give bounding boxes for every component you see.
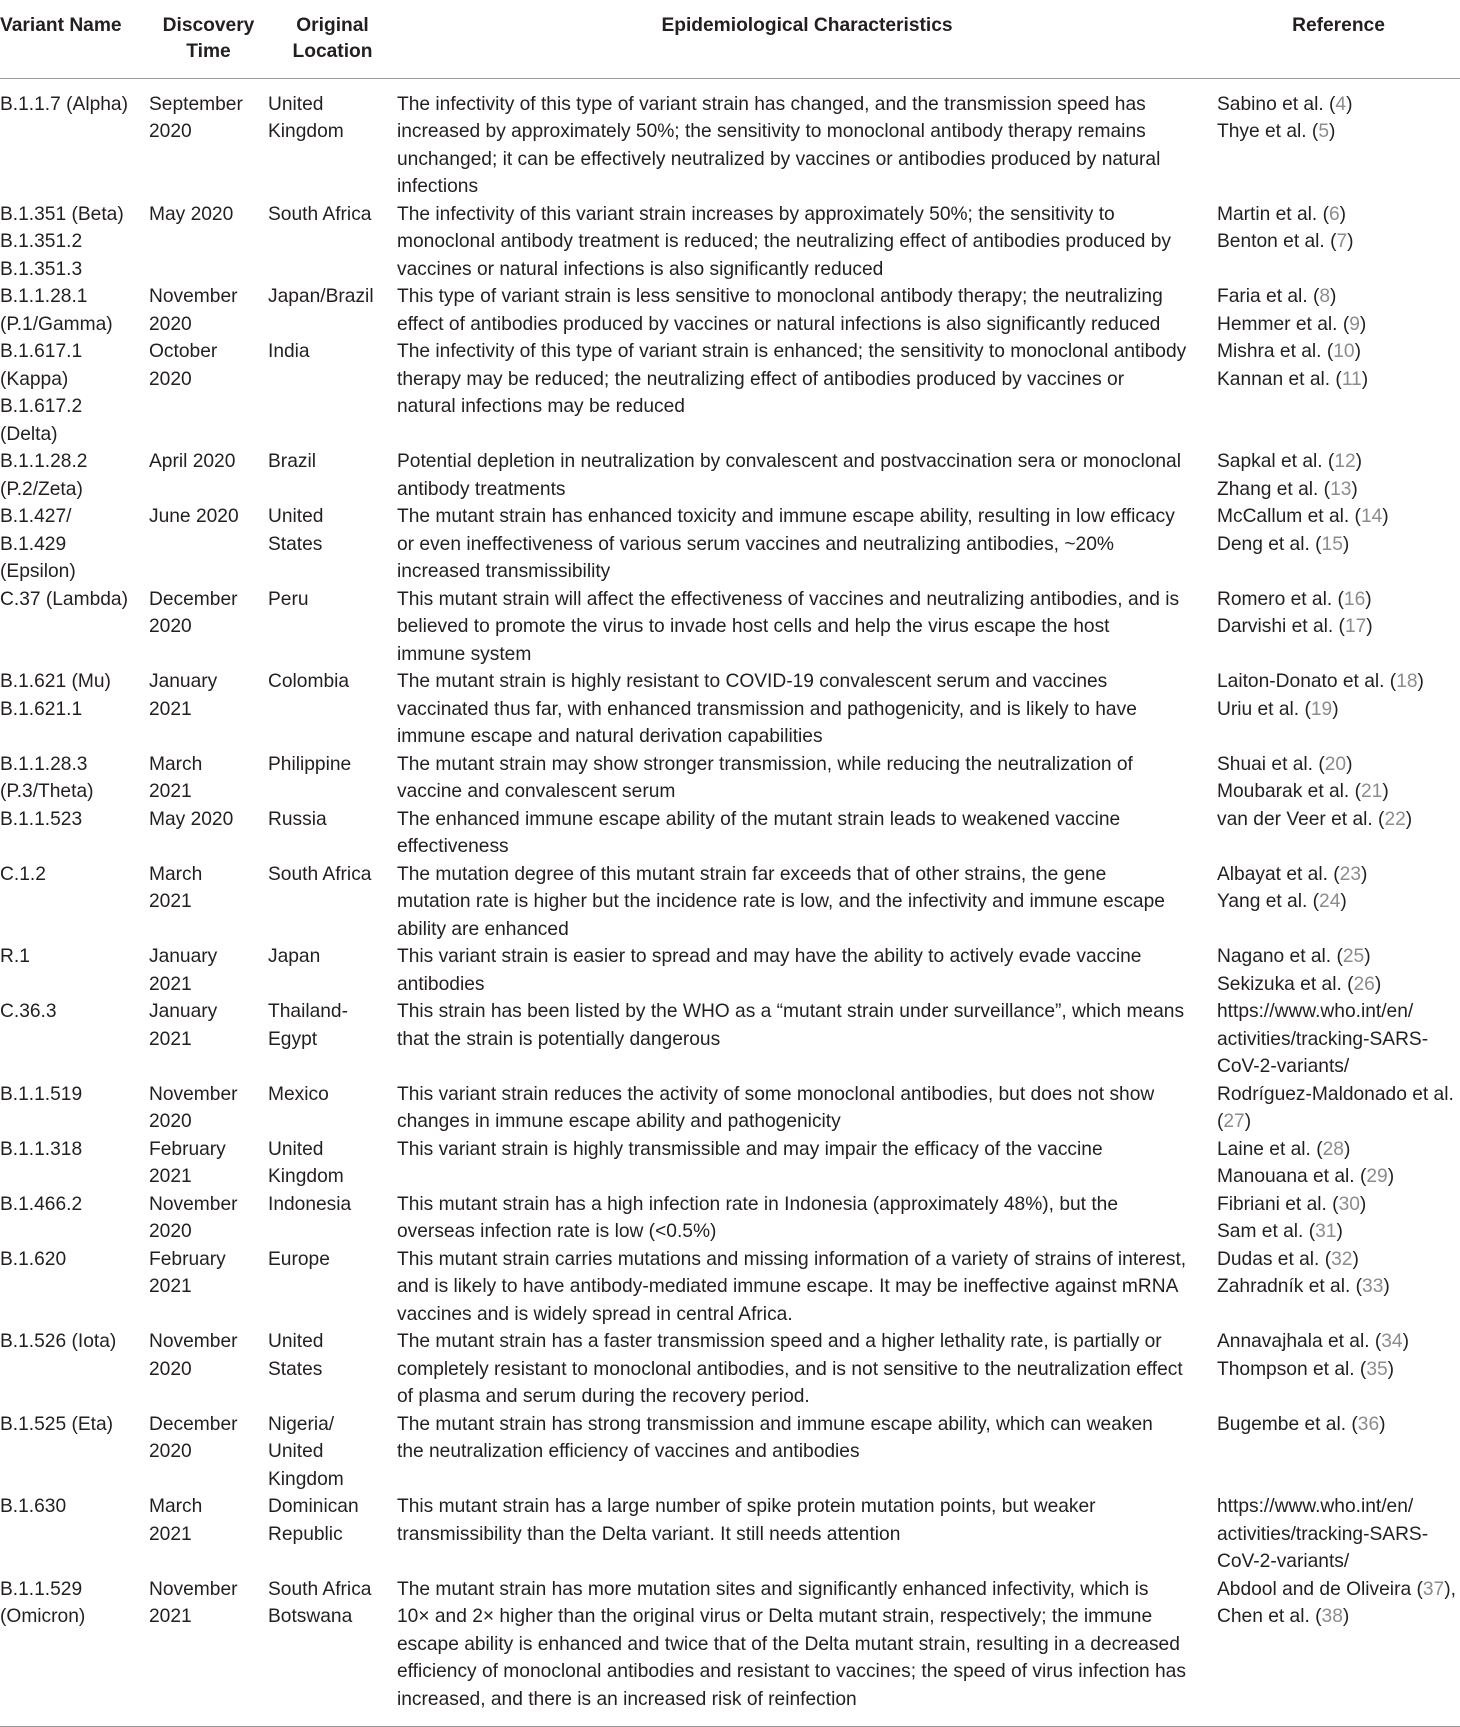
table-row <box>0 998 1460 1081</box>
reference-number-link[interactable]: 31 <box>1315 1221 1337 1242</box>
reference-citation[interactable] <box>1217 366 1460 394</box>
discovery-time-cell: June 2020 <box>149 506 239 527</box>
reference-citation[interactable] <box>1217 696 1460 724</box>
variant-name-cell: B.1.1.318 <box>0 1138 83 1160</box>
reference-closing-paren: ) <box>1342 1606 1350 1627</box>
reference-number-link[interactable]: 27 <box>1223 1111 1245 1132</box>
reference-closing-paren: ) <box>1359 313 1367 335</box>
reference-author-text: Manouana et al. ( <box>1217 1166 1367 1187</box>
discovery-time-cell: November 2020 <box>149 1193 238 1242</box>
epidemiological-characteristics-cell: This strain has been listed by the WHO as a “mutant strain under surveillance”, which means that the strain is potentially dangerous <box>397 1001 1185 1050</box>
reference-author-text: Laiton-Donato et al. ( <box>1217 671 1397 692</box>
table-row <box>0 943 1460 998</box>
epidemiological-characteristics-cell: The infectivity of this type of variant strain is enhanced; the sensitivity to monoclonal antibody therapy may be reduced; the neutralizing effect of antibodies produced by vaccines or natural infections may be reduced <box>397 341 1187 417</box>
table-row <box>0 586 1460 669</box>
reference-number-link[interactable]: 13 <box>1330 478 1352 500</box>
original-location-cell: United States <box>268 1331 324 1380</box>
reference-citation[interactable] <box>1217 228 1460 256</box>
original-location-cell: Japan <box>268 946 321 967</box>
reference-author-text: Uriu et al. ( <box>1217 698 1311 720</box>
reference-citation[interactable] <box>1217 806 1460 834</box>
discovery-time-cell: March 2021 <box>149 753 203 802</box>
table-row <box>0 1136 1460 1191</box>
reference-number-link[interactable]: 5 <box>1318 121 1329 142</box>
reference-citation[interactable] <box>1217 1273 1460 1301</box>
epidemiological-characteristics-cell: The enhanced immune escape ability of the mutant strain leads to weakened vaccine effectiveness <box>397 808 1121 857</box>
reference-citation[interactable] <box>1217 1411 1460 1439</box>
reference-citation[interactable] <box>1217 283 1460 311</box>
reference-author-text: Bugembe et al. ( <box>1217 1413 1358 1435</box>
reference-author-text: Laine et al. ( <box>1217 1138 1323 1160</box>
header-original-location: Original Location <box>268 0 397 78</box>
reference-citation[interactable] <box>1217 998 1460 1081</box>
epidemiological-characteristics-cell: The mutant strain has a faster transmission speed and a higher lethality rate, is partially or completely resistant to monoclonal antibodies, and is not sensitive to the neutralization effect of plasma and serum during the recovery period. <box>397 1331 1183 1407</box>
reference-number-link[interactable]: 6 <box>1328 203 1340 225</box>
reference-number-link[interactable]: 12 <box>1334 451 1356 472</box>
reference-author-text: Chen et al. ( <box>1217 1606 1322 1627</box>
discovery-time-cell: January 2021 <box>149 946 218 995</box>
reference-closing-paren: ) <box>1332 698 1339 720</box>
reference-author-text: Zahradník et al. ( <box>1217 1276 1363 1297</box>
table-row <box>0 861 1460 944</box>
reference-number-link[interactable]: 15 <box>1321 533 1343 555</box>
epidemiological-characteristics-cell: This mutant strain will affect the effectiveness of vaccines and neutralizing antibodies, and is believed to promote the virus to invade host cells and help the virus escape the host immune system <box>397 588 1180 665</box>
reference-closing-paren: ) <box>1339 203 1347 225</box>
reference-closing-paren: ) <box>1351 478 1358 500</box>
reference-cell <box>1217 943 1460 998</box>
reference-cell <box>1217 1493 1460 1576</box>
epidemiological-characteristics-cell: The mutant strain is highly resistant to COVID-19 convalescent serum and vaccines vaccinated thus far, with enhanced transmission and pathogenicity, and is likely to have immune escape and natural derivation capabilities <box>397 671 1137 747</box>
original-location-cell: Peru <box>268 588 309 610</box>
reference-author-text: Abdool and de Oliveira ( <box>1217 1578 1423 1600</box>
variant-name-cell: B.1.351 (Beta) B.1.351.2 B.1.351.3 <box>0 203 124 280</box>
reference-citation[interactable] <box>1217 668 1460 696</box>
reference-cell <box>1217 503 1460 586</box>
table-row <box>0 503 1460 586</box>
original-location-cell: South Africa Botswana <box>268 1578 372 1627</box>
original-location-cell: Nigeria/ United Kingdom <box>268 1413 344 1490</box>
reference-closing-paren: ) <box>1405 808 1413 830</box>
table-row <box>0 806 1460 861</box>
reference-citation[interactable] <box>1217 118 1460 146</box>
epidemiological-characteristics-cell: The infectivity of this type of variant strain has changed, and the transmission speed has increased by approximately 50%; the sensitivity to monoclonal antibody therapy remains unchanged; it can be effectively neutralized by vaccines or antibodies produced by natural infections <box>397 93 1161 197</box>
reference-closing-paren: ) <box>1244 1111 1252 1132</box>
table-body <box>0 78 1460 1727</box>
reference-number-link[interactable]: 33 <box>1362 1276 1384 1297</box>
epidemiological-characteristics-cell: This mutant strain has a high infection rate in Indonesia (approximately 48%), but the overseas infection rate is low (<0.5%) <box>397 1193 1118 1242</box>
reference-cell <box>1217 998 1460 1081</box>
variant-name-cell: C.36.3 <box>0 1001 57 1022</box>
epidemiological-characteristics-cell: Potential depletion in neutralization by convalescent and postvaccination sera or monoclonal antibody treatments <box>397 451 1181 500</box>
reference-number-link[interactable]: 30 <box>1338 1193 1360 1215</box>
reference-cell <box>1217 1576 1460 1727</box>
reference-citation[interactable] <box>1217 1218 1460 1246</box>
reference-author-text: Faria et al. ( <box>1217 286 1320 307</box>
epidemiological-characteristics-cell: This type of variant strain is less sensitive to monoclonal antibody therapy; the neutralizing effect of antibodies produced by vaccines or natural infections is also significantly reduced <box>397 286 1163 335</box>
variant-name-cell: B.1.630 <box>0 1496 67 1517</box>
discovery-time-cell: February 2021 <box>149 1248 226 1297</box>
variant-name-cell: B.1.427/ B.1.429 (Epsilon) <box>0 506 76 582</box>
reference-closing-paren: ) <box>1336 1221 1343 1242</box>
reference-author-text: Hemmer et al. ( <box>1217 313 1350 335</box>
reference-closing-paren: ) <box>1343 1138 1351 1160</box>
header-reference: Reference <box>1217 0 1460 78</box>
reference-closing-paren: ) <box>1417 671 1424 692</box>
reference-number-link[interactable]: 10 <box>1333 341 1355 362</box>
reference-author-text: Mishra et al. ( <box>1217 341 1334 362</box>
discovery-time-cell: November 2020 <box>149 1331 238 1380</box>
reference-author-text: Darvishi et al. ( <box>1217 616 1345 637</box>
discovery-time-cell: February 2021 <box>149 1138 226 1187</box>
reference-citation[interactable] <box>1217 613 1460 641</box>
reference-number-link[interactable]: 37 <box>1422 1578 1445 1600</box>
reference-author-text: Annavajhala et al. ( <box>1217 1331 1382 1352</box>
reference-author-text: Sabino et al. ( <box>1217 93 1336 115</box>
variant-name-cell: B.1.620 <box>0 1248 67 1270</box>
reference-number-link[interactable]: 7 <box>1336 231 1348 252</box>
reference-citation[interactable] <box>1217 778 1460 806</box>
discovery-time-cell: December 2020 <box>149 1413 238 1462</box>
reference-author-text: Deng et al. ( <box>1217 533 1322 555</box>
reference-author-text: Sapkal et al. ( <box>1217 451 1335 472</box>
reference-author-text: Rodríguez-Maldonado et al. ( <box>1217 1083 1454 1132</box>
reference-author-text: Zhang et al. ( <box>1217 478 1331 500</box>
reference-author-text: Kannan et al. ( <box>1217 368 1342 390</box>
variant-name-cell: B.1.1.7 (Alpha) <box>0 93 128 115</box>
reference-author-text: Thye et al. ( <box>1217 121 1319 142</box>
reference-citation[interactable] <box>1217 1081 1460 1136</box>
original-location-cell: Indonesia <box>268 1193 352 1215</box>
table-row <box>0 751 1460 806</box>
reference-closing-paren: ) <box>1379 1413 1386 1435</box>
reference-cell <box>1217 1246 1460 1329</box>
reference-citation[interactable] <box>1217 1163 1460 1191</box>
reference-number-link[interactable]: 35 <box>1366 1358 1388 1380</box>
original-location-cell: Europe <box>268 1248 330 1270</box>
discovery-time-cell: November 2020 <box>149 286 238 335</box>
reference-citation[interactable] <box>1217 1493 1460 1576</box>
reference-citation[interactable] <box>1217 861 1460 889</box>
reference-number-link[interactable]: 36 <box>1357 1413 1380 1435</box>
reference-number-link[interactable]: 9 <box>1349 313 1360 335</box>
reference-author-text: Romero et al. ( <box>1217 588 1344 610</box>
variant-name-cell: B.1.1.523 <box>0 808 83 830</box>
reference-citation[interactable] <box>1217 943 1460 971</box>
reference-number-link[interactable]: 21 <box>1360 781 1383 802</box>
variant-name-cell: B.1.525 (Eta) <box>0 1413 114 1435</box>
reference-author-text: Sam et al. ( <box>1217 1221 1316 1242</box>
original-location-cell: Japan/Brazil <box>268 286 374 307</box>
header-epidemiological-characteristics: Epidemiological Characteristics <box>397 0 1217 78</box>
variant-name-cell: B.1.1.519 <box>0 1083 83 1105</box>
original-location-cell: Mexico <box>268 1083 329 1105</box>
table-row <box>0 338 1460 448</box>
reference-author-text: Nagano et al. ( <box>1217 946 1343 967</box>
variant-name-cell: B.1.617.1 (Kappa) B.1.617.2 (Delta) <box>0 341 83 445</box>
discovery-time-cell: March 2021 <box>149 1496 203 1545</box>
variant-name-cell: B.1.526 (Iota) <box>0 1331 117 1352</box>
reference-citation[interactable] <box>1217 1328 1460 1356</box>
table-row <box>0 1081 1460 1136</box>
table-row <box>0 1493 1460 1576</box>
epidemiological-characteristics-cell: The mutant strain has enhanced toxicity and immune escape ability, resulting in low efficacy or even ineffectiveness of various serum vaccines and neutralizing antibodies, ~20% increased transmissibility <box>397 506 1175 582</box>
variant-name-cell: C.1.2 <box>0 863 46 885</box>
reference-cell <box>1217 448 1460 503</box>
reference-citation[interactable] <box>1217 1356 1460 1384</box>
reference-author-text: Yang et al. ( <box>1217 891 1320 912</box>
original-location-cell: Colombia <box>268 671 350 692</box>
table-row <box>0 1576 1460 1727</box>
reference-cell <box>1217 283 1460 338</box>
reference-cell <box>1217 338 1460 448</box>
reference-closing-paren: ) <box>1328 121 1336 142</box>
reference-citation[interactable] <box>1217 751 1460 779</box>
reference-closing-paren: ) <box>1365 588 1372 610</box>
discovery-time-cell: January 2021 <box>149 1001 218 1050</box>
reference-author-text: Sekizuka et al. ( <box>1217 973 1354 995</box>
reference-number-link[interactable]: 20 <box>1324 753 1347 775</box>
variant-name-cell: B.1.1.28.2 (P.2/Zeta) <box>0 451 88 500</box>
variant-name-cell: B.1.1.28.1 (P.1/Gamma) <box>0 286 113 335</box>
reference-closing-paren: ) <box>1361 863 1368 885</box>
variant-name-cell: B.1.621 (Mu) B.1.621.1 <box>0 671 111 720</box>
reference-author-text: https://www.who.int/en/ activities/tracking-SARS- CoV-2-variants/ <box>1217 1001 1429 1077</box>
reference-closing-paren: ) <box>1366 616 1373 637</box>
reference-closing-paren: ), <box>1444 1578 1456 1600</box>
table-row <box>0 283 1460 338</box>
reference-closing-paren: ) <box>1340 891 1347 912</box>
reference-citation[interactable] <box>1217 448 1460 476</box>
table-row <box>0 78 1460 201</box>
reference-cell <box>1217 1136 1460 1191</box>
reference-closing-paren: ) <box>1359 1193 1367 1215</box>
table-row <box>0 448 1460 503</box>
epidemiological-characteristics-cell: This variant strain is easier to spread and may have the ability to actively evade vaccine antibodies <box>397 946 1142 995</box>
reference-closing-paren: ) <box>1347 231 1354 252</box>
reference-cell <box>1217 1191 1460 1246</box>
reference-citation[interactable] <box>1217 201 1460 229</box>
reference-citation[interactable] <box>1217 1603 1460 1631</box>
reference-author-text: Albayat et al. ( <box>1217 863 1340 885</box>
reference-closing-paren: ) <box>1361 368 1369 390</box>
reference-author-text: Dudas et al. ( <box>1217 1248 1332 1270</box>
epidemiological-characteristics-cell: The mutant strain has more mutation sites and significantly enhanced infectivity, which is 10× and 2× higher than the original virus or Delta mutant strain, respectively; the immune escape ability is enhanced and twice that of the Delta mutant strain, resulting in a decreased efficiency of monoclonal antibodies and resistant to vaccines; the speed of virus infection has increased, and there is an increased risk of reinfection <box>397 1578 1186 1710</box>
original-location-cell: India <box>268 341 310 362</box>
epidemiological-characteristics-cell: This variant strain is highly transmissible and may impair the efficacy of the vaccine <box>397 1138 1103 1160</box>
original-location-cell: United Kingdom <box>268 93 344 142</box>
reference-author-text: McCallum et al. ( <box>1217 506 1361 527</box>
table-header <box>0 0 1460 78</box>
table-row <box>0 668 1460 751</box>
original-location-cell: Philippine <box>268 753 352 775</box>
epidemiological-characteristics-cell: This mutant strain has a large number of spike protein mutation points, but weaker transmissibility than the Delta variant. It still needs attention <box>397 1496 1096 1545</box>
reference-cell <box>1217 806 1460 861</box>
reference-author-text: Shuai et al. ( <box>1217 753 1325 775</box>
reference-number-link[interactable]: 23 <box>1339 863 1361 885</box>
reference-closing-paren: ) <box>1346 753 1353 775</box>
discovery-time-cell: May 2020 <box>149 808 234 830</box>
reference-closing-paren: ) <box>1382 506 1389 527</box>
reference-closing-paren: ) <box>1374 973 1382 995</box>
epidemiological-characteristics-cell: The mutant strain may show stronger transmission, while reducing the neutralization of vaccine and convalescent serum <box>397 753 1133 802</box>
discovery-time-cell: January 2021 <box>149 671 218 720</box>
reference-citation[interactable] <box>1217 586 1460 614</box>
reference-author-text: https://www.who.int/en/ activities/tracking-SARS- CoV-2-variants/ <box>1217 1496 1429 1572</box>
reference-cell <box>1217 78 1460 201</box>
epidemiological-characteristics-cell: The infectivity of this variant strain increases by approximately 50%; the sensitivity to monoclonal antibody treatment is reduced; the neutralizing effect of antibodies produced by vaccines or natural infections is also significantly reduced <box>397 203 1172 280</box>
reference-citation[interactable] <box>1217 476 1460 504</box>
reference-cell <box>1217 668 1460 751</box>
original-location-cell: Thailand- Egypt <box>268 1001 348 1050</box>
reference-cell <box>1217 861 1460 944</box>
original-location-cell: United Kingdom <box>268 1138 344 1187</box>
reference-cell <box>1217 1328 1460 1411</box>
discovery-time-cell: April 2020 <box>149 451 236 472</box>
header-discovery-time: Discovery Time <box>149 0 268 78</box>
reference-citation[interactable] <box>1217 531 1460 559</box>
table-row <box>0 201 1460 284</box>
reference-number-link[interactable]: 28 <box>1322 1138 1344 1160</box>
reference-author-text: Moubarak et al. ( <box>1217 781 1361 802</box>
reference-citation[interactable] <box>1217 311 1460 339</box>
reference-number-link[interactable]: 24 <box>1319 891 1341 912</box>
reference-closing-paren: ) <box>1354 341 1361 362</box>
reference-number-link[interactable]: 38 <box>1321 1606 1343 1627</box>
reference-citation[interactable] <box>1217 888 1460 916</box>
reference-number-link[interactable]: 16 <box>1343 588 1366 610</box>
reference-citation[interactable] <box>1217 91 1460 119</box>
discovery-time-cell: September 2020 <box>149 93 243 142</box>
discovery-time-cell: November 2021 <box>149 1578 238 1627</box>
discovery-time-cell: March 2021 <box>149 863 203 912</box>
discovery-time-cell: October 2020 <box>149 341 218 390</box>
epidemiological-characteristics-cell: The mutant strain has strong transmission and immune escape ability, which can weaken the neutralization efficiency of vaccines and antibodies <box>397 1413 1153 1462</box>
variant-name-cell: B.1.466.2 <box>0 1193 83 1215</box>
header-variant-name: Variant Name <box>0 0 149 78</box>
original-location-cell: Brazil <box>268 451 316 472</box>
table-row <box>0 1411 1460 1494</box>
reference-citation[interactable] <box>1217 971 1460 999</box>
header-row <box>0 0 1460 78</box>
reference-author-text: Martin et al. ( <box>1217 203 1329 225</box>
reference-cell <box>1217 1081 1460 1136</box>
reference-closing-paren: ) <box>1402 1331 1409 1352</box>
reference-closing-paren: ) <box>1382 781 1389 802</box>
reference-number-link[interactable]: 22 <box>1384 808 1406 830</box>
reference-citation[interactable] <box>1217 1136 1460 1164</box>
epidemiological-characteristics-cell: This variant strain reduces the activity of some monoclonal antibodies, but does not show changes in immune escape ability and pathogenicity <box>397 1083 1155 1132</box>
reference-author-text: Thompson et al. ( <box>1217 1358 1367 1380</box>
variant-name-cell: R.1 <box>0 946 30 967</box>
reference-number-link[interactable]: 18 <box>1396 671 1418 692</box>
reference-closing-paren: ) <box>1387 1166 1395 1187</box>
reference-author-text: van der Veer et al. ( <box>1217 808 1385 830</box>
reference-closing-paren: ) <box>1342 533 1350 555</box>
reference-cell <box>1217 751 1460 806</box>
reference-closing-paren: ) <box>1352 1248 1359 1270</box>
reference-cell <box>1217 201 1460 284</box>
reference-number-link[interactable]: 4 <box>1335 93 1347 115</box>
reference-closing-paren: ) <box>1330 286 1337 307</box>
epidemiological-characteristics-cell: The mutation degree of this mutant strain far exceeds that of other strains, the gene mutation rate is higher but the incidence rate is low, and the infectivity and immune escape ability are enhanced <box>397 863 1165 940</box>
original-location-cell: United States <box>268 506 324 555</box>
original-location-cell: South Africa <box>268 203 372 225</box>
reference-cell <box>1217 586 1460 669</box>
reference-citation[interactable] <box>1217 1191 1460 1219</box>
reference-number-link[interactable]: 32 <box>1331 1248 1353 1270</box>
reference-citation[interactable] <box>1217 1246 1460 1274</box>
reference-citation[interactable] <box>1217 338 1460 366</box>
reference-cell <box>1217 1411 1460 1494</box>
variant-name-cell: B.1.1.529 (Omicron) <box>0 1578 86 1627</box>
original-location-cell: Russia <box>268 808 327 830</box>
reference-author-text: Fibriani et al. ( <box>1217 1193 1339 1215</box>
reference-closing-paren: ) <box>1364 946 1371 967</box>
reference-closing-paren: ) <box>1346 93 1353 115</box>
variant-name-cell: C.37 (Lambda) <box>0 588 128 610</box>
reference-citation[interactable] <box>1217 503 1460 531</box>
table-row <box>0 1328 1460 1411</box>
reference-citation[interactable] <box>1217 1576 1460 1604</box>
reference-number-link[interactable]: 17 <box>1344 616 1367 637</box>
variant-name-cell: B.1.1.28.3 (P.3/Theta) <box>0 753 94 802</box>
reference-number-link[interactable]: 34 <box>1381 1331 1403 1352</box>
discovery-time-cell: November 2020 <box>149 1083 238 1132</box>
reference-number-link[interactable]: 19 <box>1310 698 1333 720</box>
reference-number-link[interactable]: 11 <box>1341 368 1362 390</box>
reference-number-link[interactable]: 25 <box>1342 946 1365 967</box>
reference-closing-paren: ) <box>1355 451 1363 472</box>
reference-number-link[interactable]: 8 <box>1319 286 1331 307</box>
original-location-cell: Dominican Republic <box>268 1496 359 1545</box>
reference-number-link[interactable]: 26 <box>1353 973 1375 995</box>
table-row <box>0 1246 1460 1329</box>
original-location-cell: South Africa <box>268 863 372 885</box>
discovery-time-cell: December 2020 <box>149 588 238 637</box>
reference-closing-paren: ) <box>1383 1276 1390 1297</box>
epidemiological-characteristics-cell: This mutant strain carries mutations and missing information of a variety of strains of interest, and is likely to have antibody-mediated immune escape. It may be ineffective against mRNA vaccines and is widely spread in central Africa. <box>397 1248 1187 1325</box>
discovery-time-cell: May 2020 <box>149 203 234 225</box>
reference-closing-paren: ) <box>1387 1358 1395 1380</box>
table-row <box>0 1191 1460 1246</box>
reference-number-link[interactable]: 14 <box>1360 506 1383 527</box>
reference-number-link[interactable]: 29 <box>1366 1166 1388 1187</box>
reference-author-text: Benton et al. ( <box>1217 231 1337 252</box>
